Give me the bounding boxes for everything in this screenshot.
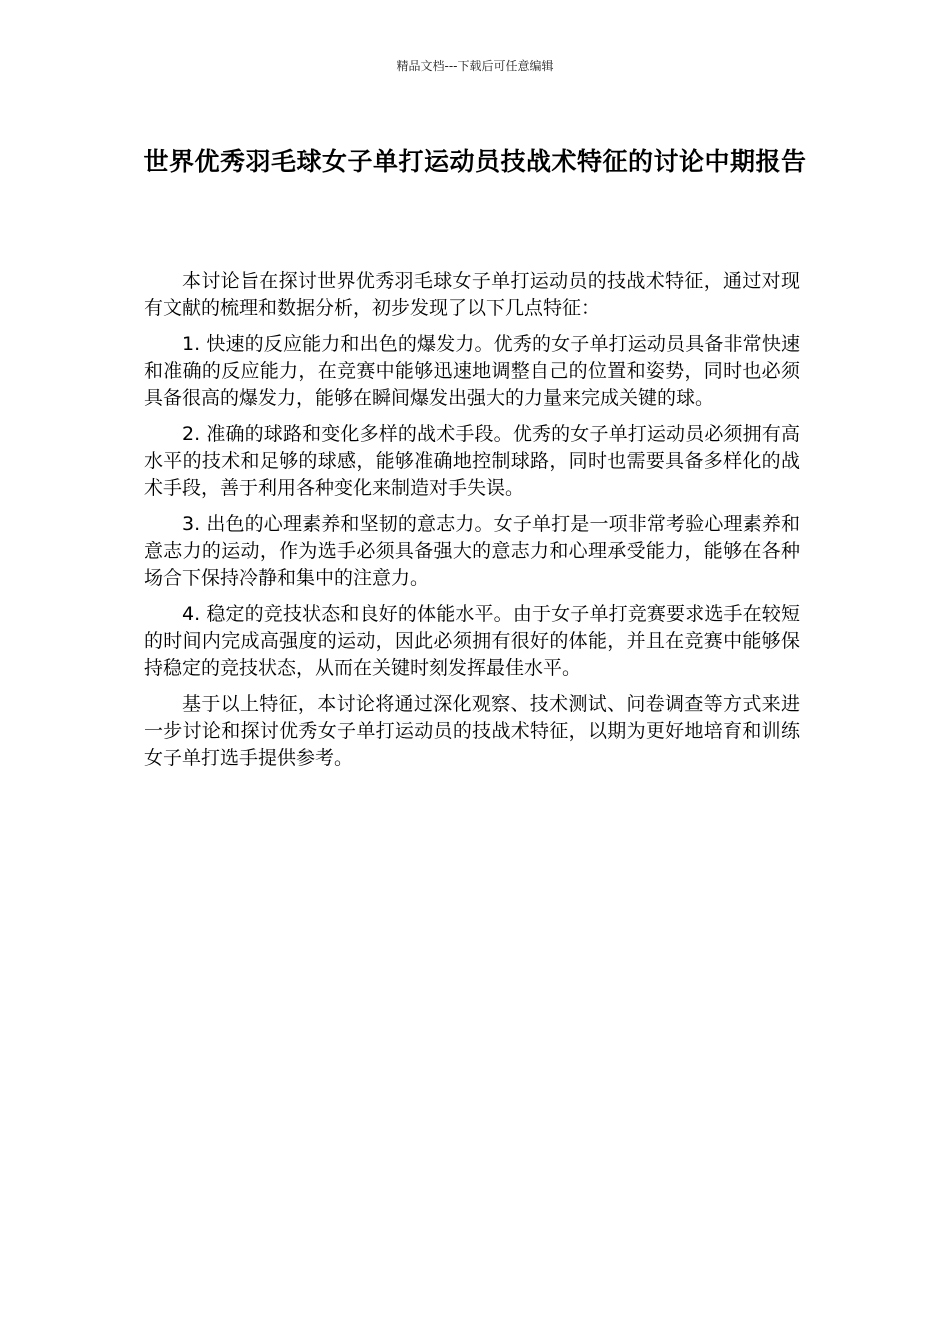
document-body	[144, 268, 800, 781]
document-title: 世界优秀羽毛球女子单打运动员技战术特征的讨论中期报告	[143, 147, 807, 176]
paragraph-point-1: 1. 快速的反应能力和出色的爆发力。优秀的女子单打运动员具备非常快速和准确的反应能力，在竞赛中能够迅速地调整自己的位置和姿势，同时也必须具备很高的爆发力，能够在瞬间爆发出强大的力量来完成关键的球。	[144, 333, 800, 409]
paragraph-intro: 本讨论旨在探讨世界优秀羽毛球女子单打运动员的技战术特征，通过对现有文献的梳理和数据分析，初步发现了以下几点特征：	[144, 270, 800, 319]
paragraph-point-2: 2. 准确的球路和变化多样的战术手段。优秀的女子单打运动员必须拥有高水平的技术和足够的球感，能够准确地控制球路，同时也需要具备多样化的战术手段，善于利用各种变化来制造对手失误。	[144, 423, 800, 499]
paragraph-conclusion: 基于以上特征，本讨论将通过深化观察、技术测试、问卷调查等方式来进一步讨论和探讨优秀女子单打运动员的技战术特征，以期为更好地培育和训练女子单打选手提供参考。	[144, 693, 800, 769]
paragraph-point-4: 4. 稳定的竞技状态和良好的体能水平。由于女子单打竞赛要求选手在较短的时间内完成高强度的运动，因此必须拥有很好的体能，并且在竞赛中能够保持稳定的竞技状态，从而在关键时刻发挥最佳水平。	[144, 603, 800, 679]
header-note: 精品文档---下载后可任意编辑	[396, 59, 554, 73]
paragraph-point-3: 3. 出色的心理素养和坚韧的意志力。女子单打是一项非常考验心理素养和意志力的运动，作为选手必须具备强大的意志力和心理承受能力，能够在各种场合下保持冷静和集中的注意力。	[144, 513, 800, 589]
